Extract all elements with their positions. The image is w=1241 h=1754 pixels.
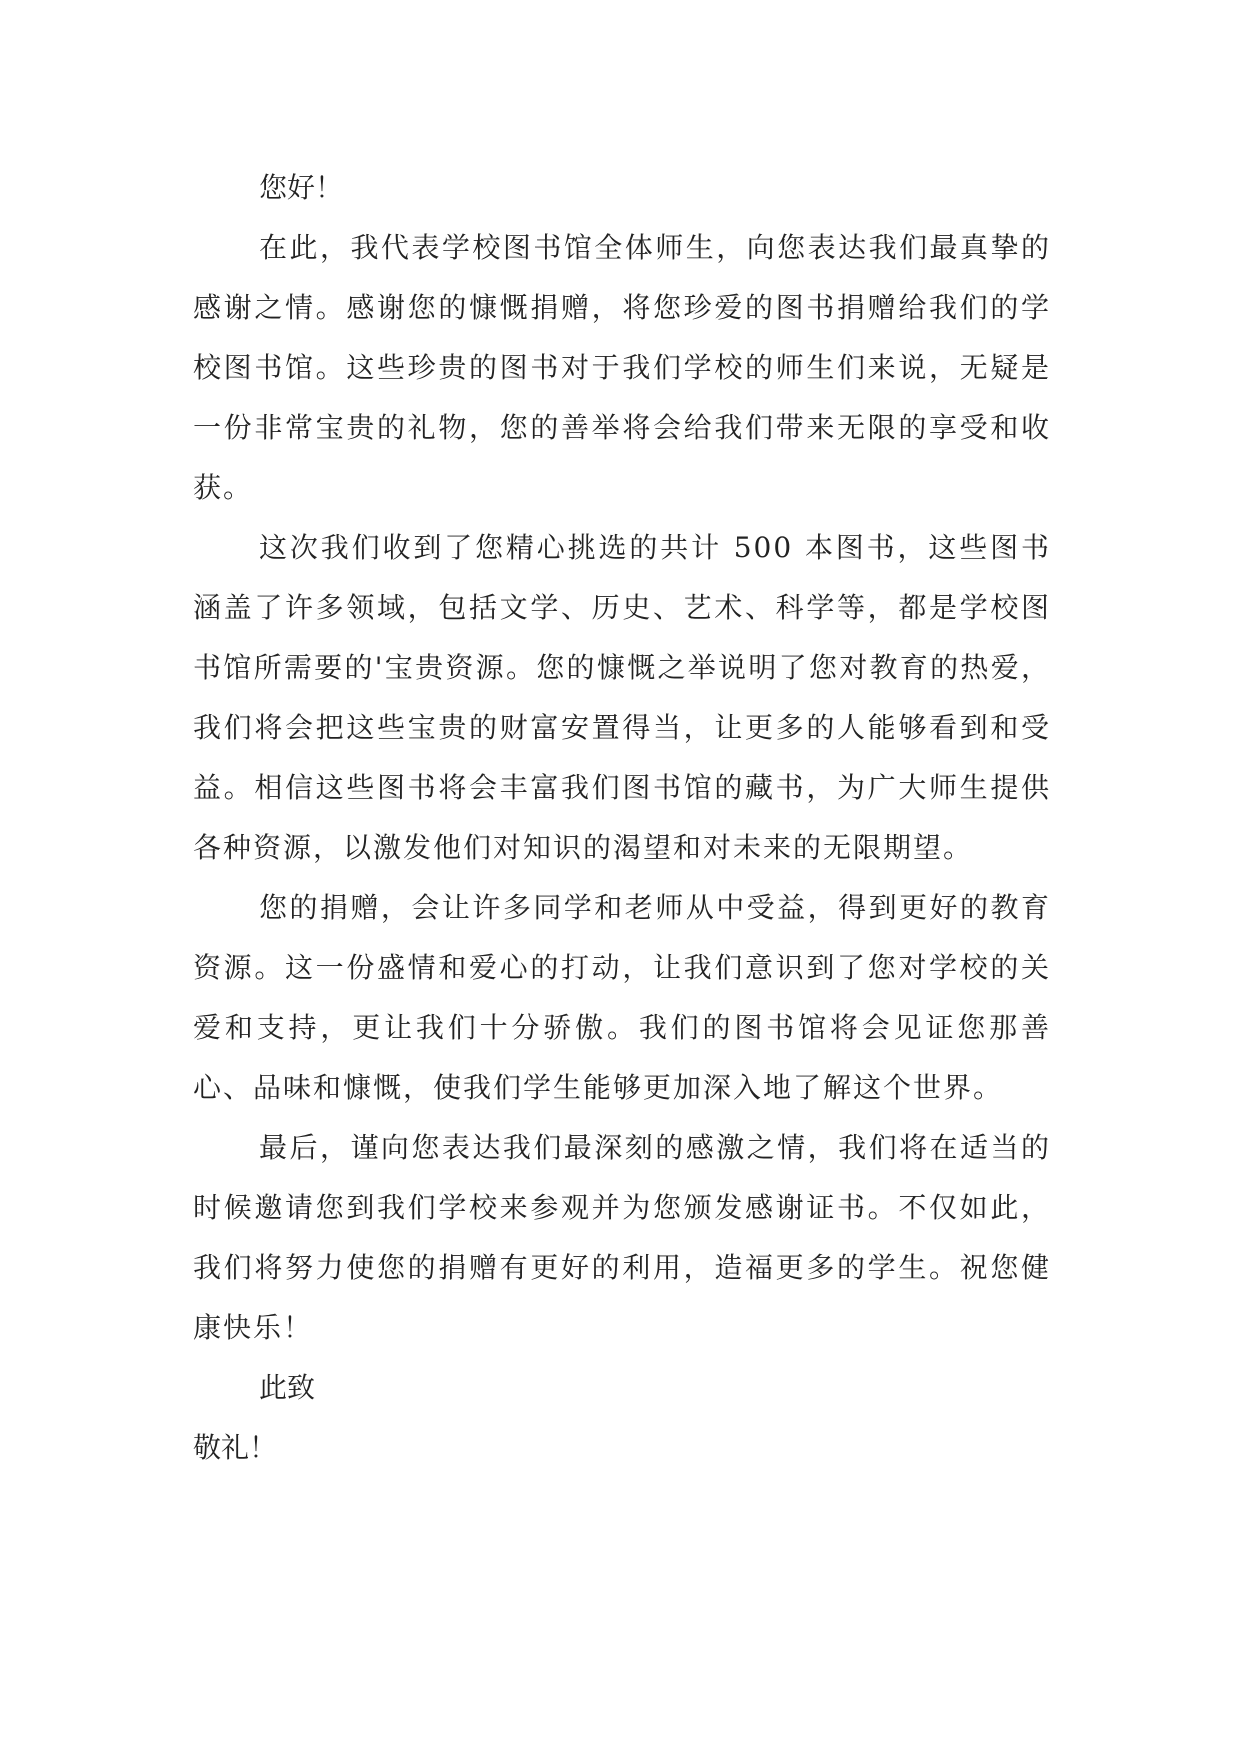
- closing-regards: 敬礼！: [193, 1431, 278, 1464]
- closing-to: 此致: [259, 1371, 316, 1404]
- paragraph-3: 您的捐赠，会让许多同学和老师从中受益，得到更好的教育资源。这一份盛情和爱心的打动，让我们意识到了您对学校的关爱和支持，更让我们十分骄傲。我们的图书馆将会见证您那善心、品味和慷慨，使我们学生能够更加深入地了解这个世界。: [193, 891, 1051, 1104]
- paragraph-1: 在此，我代表学校图书馆全体师生，向您表达我们最真挚的感谢之情。感谢您的慷慨捐赠，将您珍爱的图书捐赠给我们的学校图书馆。这些珍贵的图书对于我们学校的师生们来说，无疑是一份非常宝贵的礼物，您的善举将会给我们带来无限的享受和收获。: [193, 231, 1051, 504]
- letter-body: [193, 158, 1051, 1478]
- paragraph-2: 这次我们收到了您精心挑选的共计 500 本图书，这些图书涵盖了许多领域，包括文学、历史、艺术、科学等，都是学校图书馆所需要的'宝贵资源。您的慷慨之举说明了您对教育的热爱，我们将会把这些宝贵的财富安置得当，让更多的人能够看到和受益。相信这些图书将会丰富我们图书馆的藏书，为广大师生提供各种资源，以激发他们对知识的渴望和对未来的无限期望。: [193, 531, 1051, 864]
- greeting: 您好！: [259, 171, 344, 204]
- paragraph-4: 最后，谨向您表达我们最深刻的感激之情，我们将在适当的时候邀请您到我们学校来参观并为您颁发感谢证书。不仅如此，我们将努力使您的捐赠有更好的利用，造福更多的学生。祝您健康快乐！: [193, 1131, 1051, 1344]
